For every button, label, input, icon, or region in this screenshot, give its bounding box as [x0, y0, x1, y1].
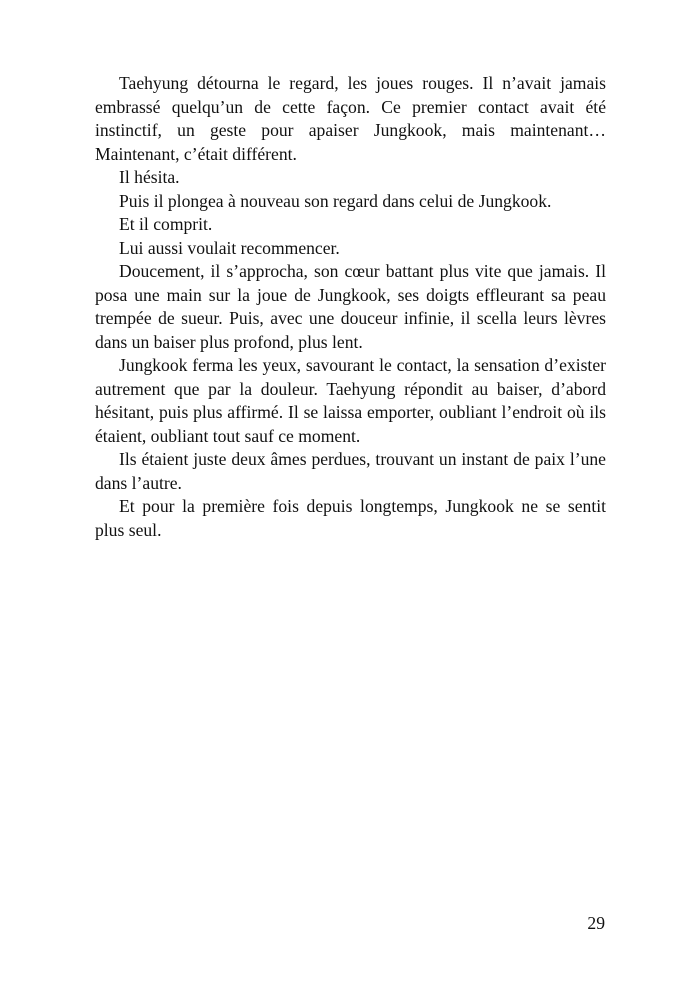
paragraph: Puis il plongea à nouveau son regard dans celui de Jungkook. [119, 190, 552, 211]
paragraph: Il hésita. [119, 167, 180, 187]
paragraph: Et il comprit. [119, 214, 213, 234]
page-text [95, 72, 606, 542]
paragraph: Ils étaient juste deux âmes perdues, trouvant un instant de paix l’une dans l’autre. [95, 449, 606, 493]
paragraph: Lui aussi voulait recommencer. [119, 237, 340, 258]
paragraph: Doucement, il s’approcha, son cœur battant plus vite que jamais. Il posa une main sur la joue de Jungkook, ses doigts effleurant sa peau trempée de sueur. Puis, avec une douceur infinie, il scella leurs lèvres dans un baiser plus profond, plus lent. [95, 261, 606, 352]
paragraph: Taehyung détourna le regard, les joues rouges. Il n’avait jamais embrassé quelqu’un de cette façon. Ce premier contact avait été instinctif, un geste pour apaiser Jungkook, mais maintenant… Maintenant, c’était différent. [95, 73, 606, 164]
page-number: 29 [587, 913, 605, 933]
paragraph: Et pour la première fois depuis longtemps, Jungkook ne se sentit plus seul. [95, 496, 606, 540]
paragraph: Jungkook ferma les yeux, savourant le contact, la sensation d’exister autrement que par la douleur. Taehyung répondit au baiser, d’abord hésitant, puis plus affirmé. Il se laissa emporter, oubliant l’endroit où ils étaient, oubliant tout sauf ce moment. [95, 355, 606, 446]
